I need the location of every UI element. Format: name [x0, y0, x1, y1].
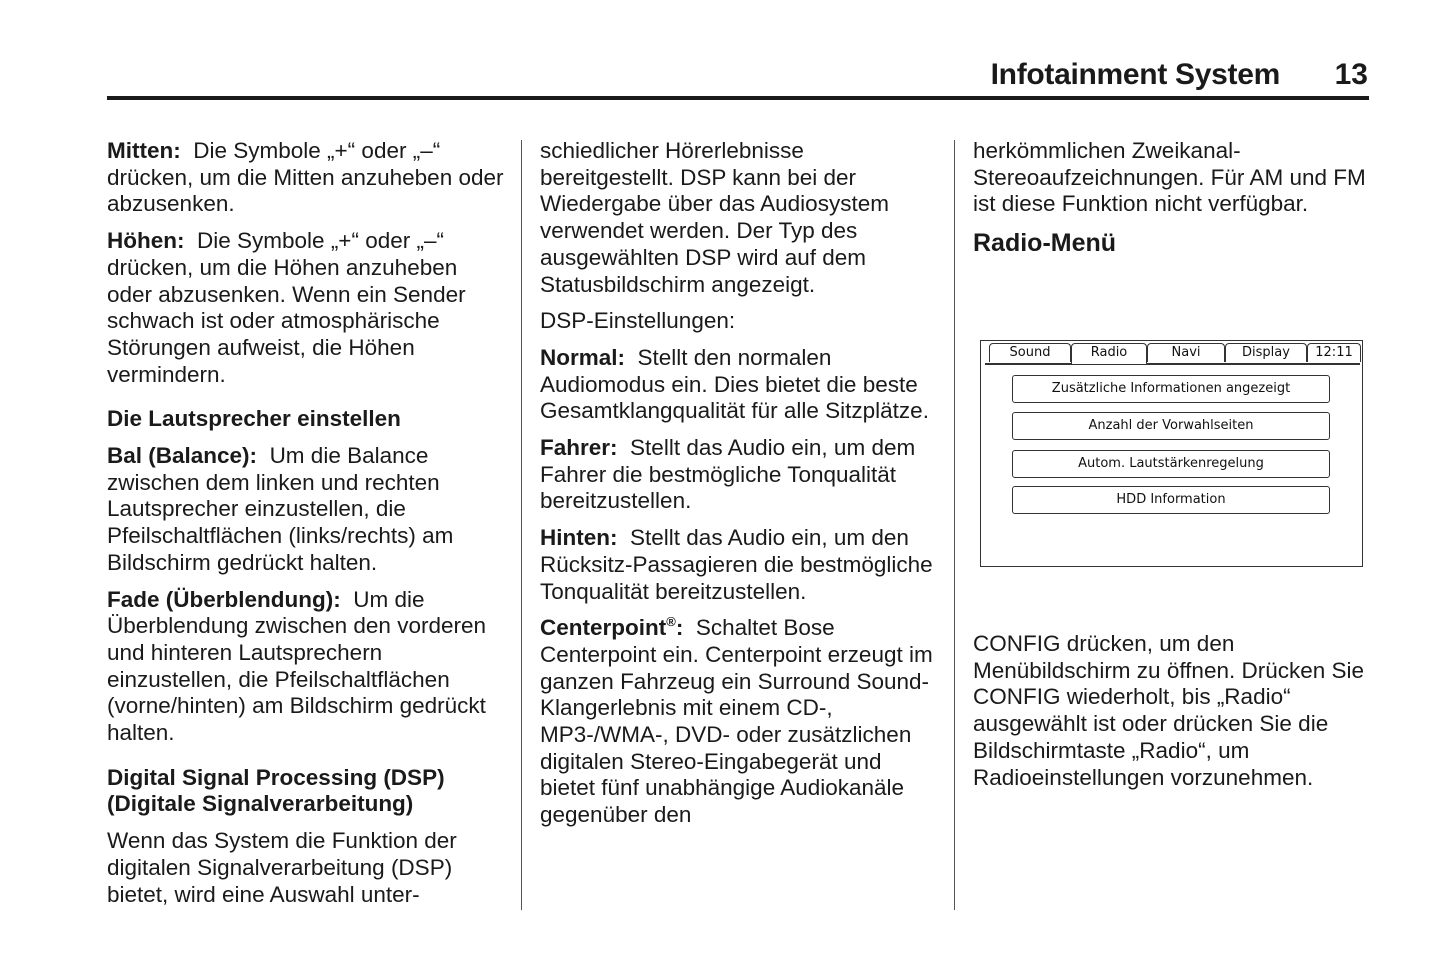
- paragraph-fahrer: [540, 435, 940, 515]
- term-label-text: Centerpoint: [540, 615, 667, 641]
- auto-volume-button[interactable]: Autom. Lautstärkenregelung: [1012, 450, 1330, 478]
- term-text: Um die Überblendung zwischen den vorderen und hinteren Lautsprechern einzustellen, die Pfeilschaltflächen (vorne/hinten) am Bildschirm gedrückt halten.: [107, 586, 486, 746]
- tab-bar: [985, 343, 1360, 363]
- term-label: Höhen:: [107, 228, 185, 254]
- paragraph-balance: [107, 443, 507, 577]
- subheading-lautsprecher: Die Lautsprecher einstellen: [107, 406, 401, 432]
- term-label: [540, 615, 683, 640]
- paragraph-hoehen: [107, 228, 507, 388]
- column-divider: [954, 140, 955, 910]
- paragraph-normal: [540, 345, 940, 425]
- term-label: Hinten:: [540, 525, 618, 551]
- term-text: Die Symbole „+“ oder „–“ drücken, um die Höhen anzuheben oder abzusenken. Wenn ein Sender schwach ist oder atmosphärische Störungen aufweist, die Höhen vermindern.: [107, 228, 466, 387]
- section-title: Infotainment System: [990, 58, 1280, 91]
- info-display-button[interactable]: Zusätzliche Informationen angezeigt: [1012, 375, 1330, 403]
- term-text: Um die Balance zwischen dem linken und rechten Lautsprecher einzustellen, die Pfeilschaltflächen (links/rechts) am Bildschirm gedrückt halten.: [107, 443, 454, 575]
- term-label: Fade (Überblendung):: [107, 586, 341, 612]
- paragraph-centerpoint: [540, 615, 940, 829]
- paragraph-dsp-settings: DSP-Einstellungen:: [540, 308, 736, 334]
- tab-navi[interactable]: Navi: [1147, 343, 1225, 362]
- subheading-dsp-line1: Digital Signal Processing (DSP): [107, 764, 445, 790]
- column-divider: [521, 140, 522, 910]
- subheading-dsp-line2: (Digitale Signalverarbeitung): [107, 791, 414, 817]
- registered-mark: ®: [666, 614, 676, 630]
- paragraph-dsp-intro: Wenn das System die Funktion der digitalen Signalverarbeitung (DSP) bietet, wird eine Auswahl unter-: [107, 828, 457, 907]
- column-1: [107, 138, 507, 918]
- term-label: Fahrer:: [540, 435, 618, 461]
- paragraph-dsp-cont: schiedlicher Hörerlebnisse bereitgestellt. DSP kann bei der Wiedergabe über das Audiosystem verwendet werden. Der Typ des ausgewählten DSP wird auf dem Statusbildschirm angezeigt.: [540, 138, 889, 297]
- paragraph-fade: [107, 587, 507, 747]
- tab-radio[interactable]: Radio: [1071, 343, 1147, 364]
- clock-display: 12:11: [1307, 343, 1361, 362]
- paragraph-hinten: [540, 525, 940, 605]
- heading-radio-menu: Radio-Menü: [973, 229, 1117, 258]
- paragraph-mitten: [107, 138, 507, 218]
- term-label: Normal:: [540, 344, 626, 370]
- tab-baseline: [985, 363, 1360, 365]
- term-text: Die Symbole „+“ oder „–“ drücken, um die Mitten anzuheben oder abzusenken.: [107, 138, 504, 217]
- tab-sound[interactable]: Sound: [989, 343, 1071, 362]
- term-text: Stellt das Audio ein, um den Rücksitz-Passagieren die bestmögliche Tonqualität bereitzustellen.: [540, 525, 933, 604]
- radio-menu-screen: [980, 340, 1363, 567]
- term-label-colon: :: [675, 615, 684, 641]
- hdd-information-button[interactable]: HDD Information: [1012, 486, 1330, 514]
- subheading-dsp: [107, 765, 507, 818]
- tab-display[interactable]: Display: [1225, 343, 1307, 362]
- term-text: Stellt das Audio ein, um dem Fahrer die bestmögliche Tonqualität bereitzustellen.: [540, 435, 916, 514]
- paragraph-stereo-cont: herkömmlichen Zweikanal-Stereoaufzeichnungen. Für AM und FM ist diese Funktion nicht verfügbar.: [973, 138, 1366, 217]
- term-label: Mitten:: [107, 138, 181, 163]
- page-number: 13: [1334, 58, 1368, 91]
- term-label: Bal (Balance):: [107, 443, 258, 469]
- column-2: [540, 138, 940, 839]
- header-rule: [107, 96, 1369, 100]
- preset-pages-button[interactable]: Anzahl der Vorwahlseiten: [1012, 412, 1330, 440]
- term-text: Stellt den normalen Audiomodus ein. Dies bietet die beste Gesamtklangqualität für alle Sitzplätze.: [540, 344, 929, 424]
- term-text: Schaltet Bose Centerpoint ein. Centerpoint erzeugt im ganzen Fahrzeug ein Surround Sound-Klangerlebnis mit einem CD-, MP3-/WMA-, DVD- oder zusätzlichen digitalen Stereo-Eingabegerät und bietet fünf unabhängige Audiokanäle gegenüber den: [540, 615, 933, 828]
- paragraph-config: CONFIG drücken, um den Menübildschirm zu öffnen. Drücken Sie CONFIG wiederholt, bis „Radio“ ausgewählt ist oder drücken Sie die Bildschirmtaste „Radio“, um Radioeinstellungen vorzunehmen.: [973, 631, 1365, 790]
